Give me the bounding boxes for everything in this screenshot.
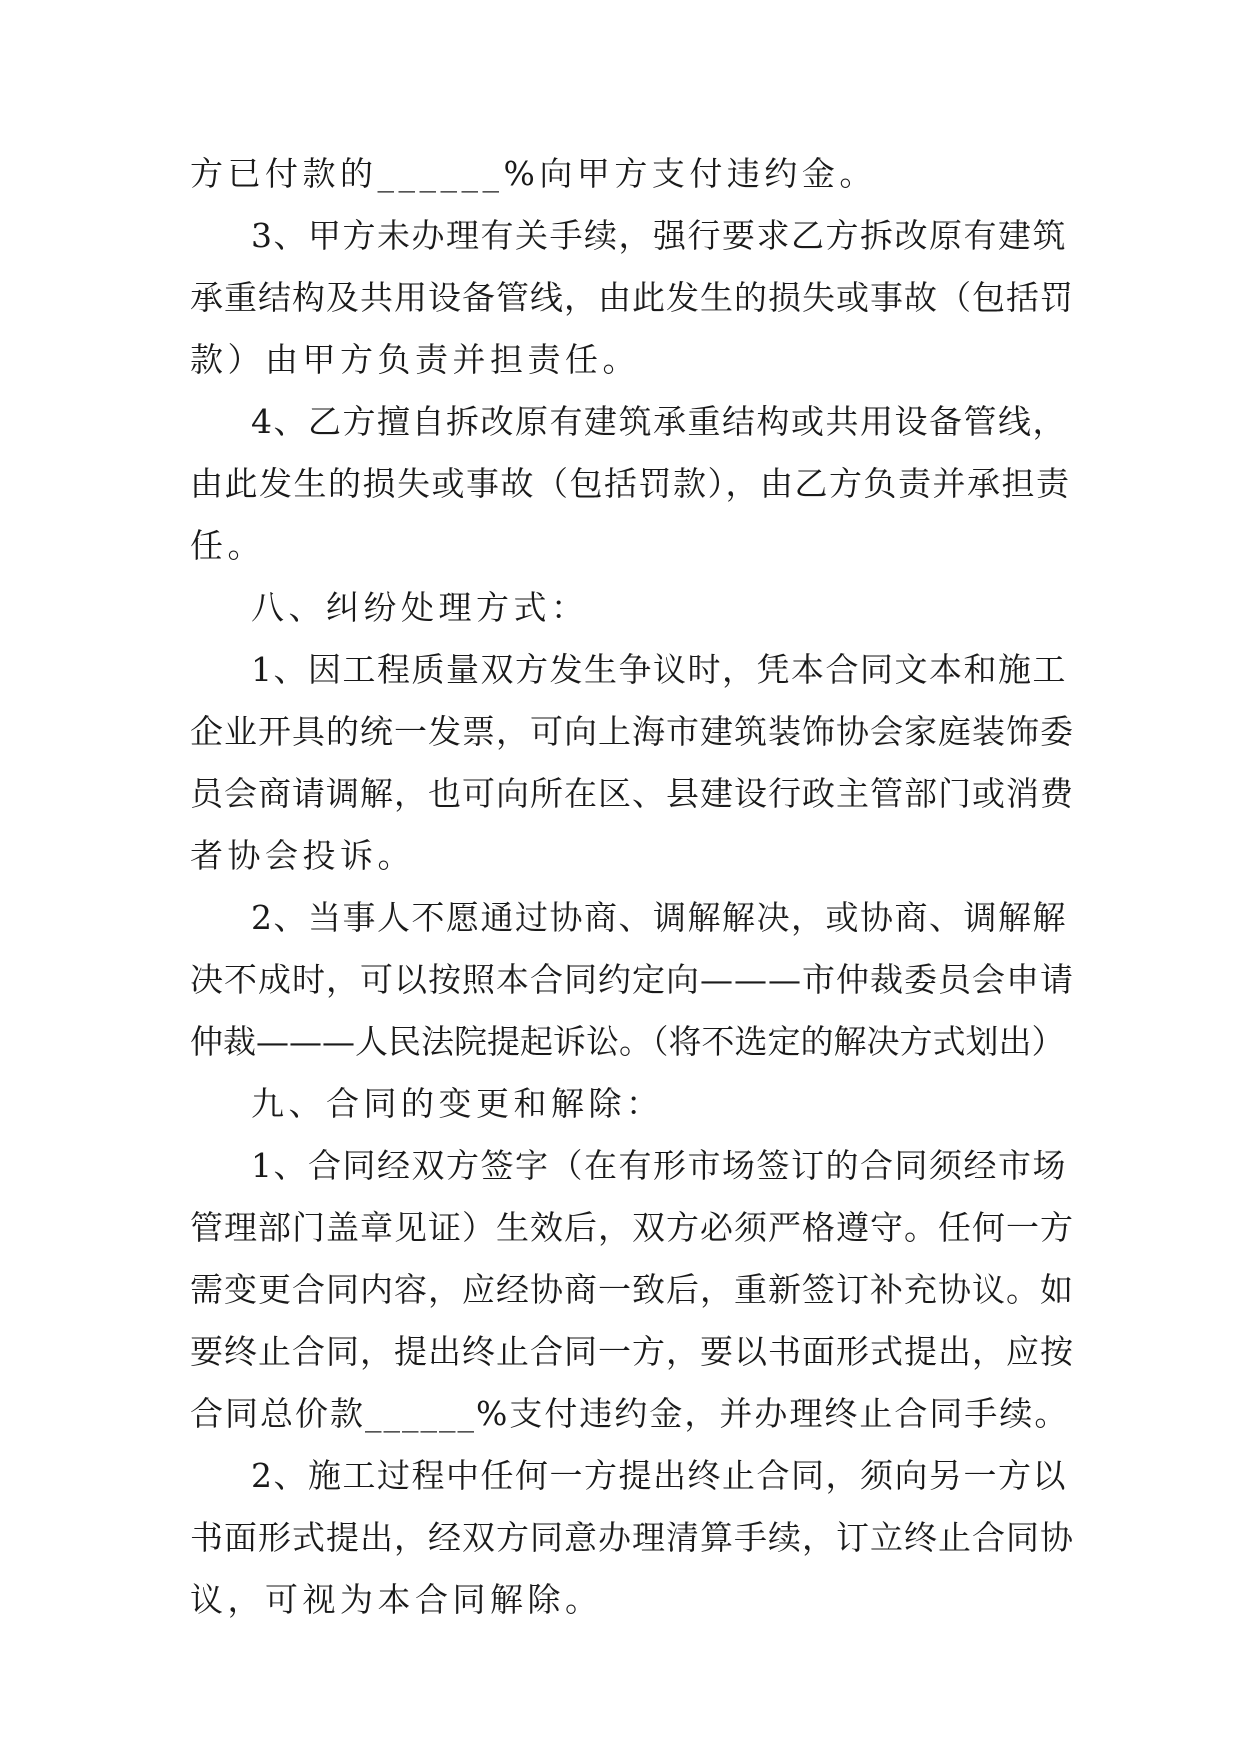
line-text: 合同总价款______%支付违约金，并办理终止合同手续。 — [190, 1394, 1070, 1433]
text-line — [0, 640, 1241, 700]
line-text: 书面形式提出，经双方同意办理清算手续，订立终止合同协 — [190, 1518, 1074, 1557]
text-line — [0, 330, 1241, 390]
line-text: 承重结构及共用设备管线，由此发生的损失或事故（包括罚 — [190, 278, 1074, 317]
line-text: 企业开具的统一发票，可向上海市建筑装饰协会家庭装饰委 — [190, 712, 1074, 751]
text-line — [0, 1446, 1241, 1506]
text-line — [0, 702, 1241, 762]
line-text: 款）由甲方负责并担责任。 — [190, 340, 640, 379]
text-line — [0, 950, 1241, 1010]
line-text: 管理部门盖章见证）生效后，双方必须严格遵守。任何一方 — [190, 1208, 1074, 1247]
line-text: 仲裁———人民法院提起诉讼。（将不选定的解决方式划出） — [190, 1022, 1065, 1061]
text-line — [0, 206, 1241, 266]
text-line — [0, 888, 1241, 948]
line-text: 1、合同经双方签字（在有形市场签订的合同须经市场 — [251, 1146, 1067, 1185]
text-line — [0, 144, 1241, 204]
text-line — [0, 1384, 1241, 1444]
text-line — [0, 1322, 1241, 1382]
line-text: 者协会投诉。 — [190, 836, 415, 875]
text-line — [0, 826, 1241, 886]
line-text: 1、因工程质量双方发生争议时，凭本合同文本和施工 — [251, 650, 1067, 689]
line-text: 八、纠纷处理方式： — [251, 588, 589, 627]
text-line — [0, 1012, 1241, 1072]
line-text: 方已付款的______%向甲方支付违约金。 — [190, 154, 877, 193]
line-text: 4、乙方擅自拆改原有建筑承重结构或共用设备管线， — [251, 402, 1067, 441]
text-line — [0, 1570, 1241, 1630]
line-text: 九、合同的变更和解除： — [251, 1084, 664, 1123]
text-line — [0, 1260, 1241, 1320]
section-heading — [0, 578, 1241, 638]
text-line — [0, 764, 1241, 824]
text-line — [0, 392, 1241, 452]
line-text: 需变更合同内容，应经协商一致后，重新签订补充协议。如 — [190, 1270, 1074, 1309]
line-text: 2、当事人不愿通过协商、调解解决，或协商、调解解 — [251, 898, 1067, 937]
line-text: 2、施工过程中任何一方提出终止合同，须向另一方以 — [251, 1456, 1067, 1495]
line-text: 任。 — [190, 526, 265, 565]
text-line — [0, 1136, 1241, 1196]
line-text: 3、甲方未办理有关手续，强行要求乙方拆改原有建筑 — [251, 216, 1067, 255]
line-text: 决不成时，可以按照本合同约定向———市仲裁委员会申请 — [190, 960, 1074, 999]
text-line — [0, 516, 1241, 576]
text-line — [0, 1508, 1241, 1568]
line-text: 议，可视为本合同解除。 — [190, 1580, 603, 1619]
line-text: 由此发生的损失或事故（包括罚款），由乙方负责并承担责 — [190, 464, 1071, 503]
section-heading — [0, 1074, 1241, 1134]
text-line — [0, 454, 1241, 514]
line-text: 要终止合同，提出终止合同一方，要以书面形式提出，应按 — [190, 1332, 1074, 1371]
text-line — [0, 1198, 1241, 1258]
line-text: 员会商请调解，也可向所在区、县建设行政主管部门或消费 — [190, 774, 1074, 813]
text-line — [0, 268, 1241, 328]
